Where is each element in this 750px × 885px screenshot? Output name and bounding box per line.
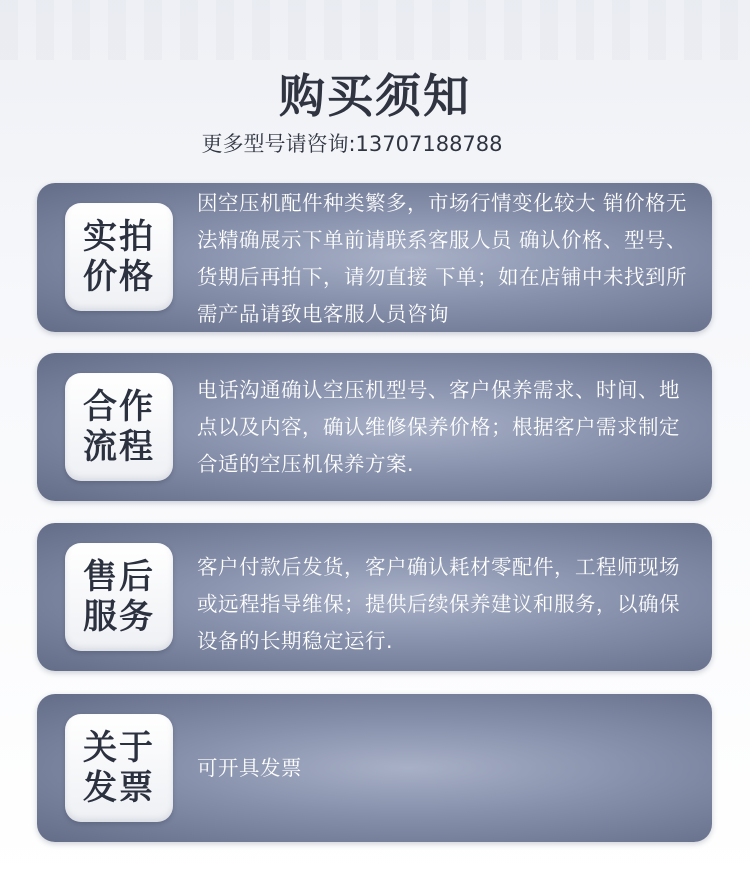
card-text: 可开具发票 <box>197 756 302 780</box>
card-badge <box>65 203 173 311</box>
badge-line-2: 价格 <box>83 257 155 297</box>
info-card-process <box>37 353 712 501</box>
badge-line-2: 服务 <box>83 597 155 637</box>
info-card-price <box>37 183 712 332</box>
card-badge <box>65 373 173 481</box>
card-text: 电话沟通确认空压机型号、客户保养需求、时间、地点以及内容，确认维修保养价格；根据客户需求制定合适的空压机保养方案. <box>197 378 680 476</box>
badge-line-1: 关于 <box>83 728 155 768</box>
card-text: 因空压机配件种类繁多，市场行情变化较大 销价格无法精确展示下单前请联系客服人员 确认价格、型号、货期后再拍下，请勿直接 下单；如在店铺中未找到所需产品请致电客服人员咨询 <box>197 191 688 326</box>
info-card-invoice <box>37 694 712 842</box>
badge-line-1: 售后 <box>83 557 155 597</box>
card-badge <box>65 714 173 822</box>
badge-line-1: 实拍 <box>83 217 155 257</box>
info-card-aftersales <box>37 523 712 671</box>
badge-line-1: 合作 <box>83 387 155 427</box>
page-title: 购买须知 <box>279 69 471 123</box>
contact-subtitle: 更多型号请咨询:13707188788 <box>201 132 503 156</box>
card-badge <box>65 543 173 651</box>
badge-line-2: 流程 <box>83 427 155 467</box>
card-text: 客户付款后发货，客户确认耗材零配件，工程师现场或远程指导维保；提供后续保养建议和服务，以确保设备的长期稳定运行. <box>197 555 680 653</box>
badge-line-2: 发票 <box>83 768 155 808</box>
header-decoration <box>0 0 750 60</box>
